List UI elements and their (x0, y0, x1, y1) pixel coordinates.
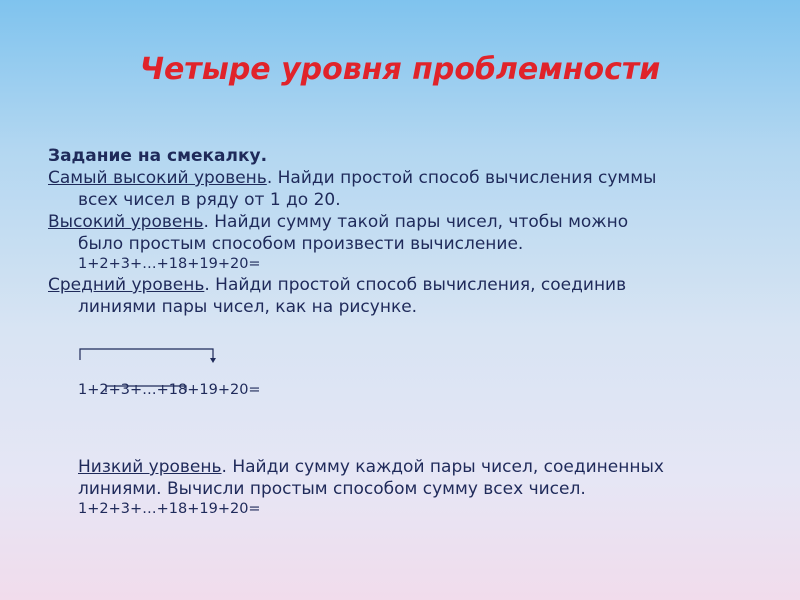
level4-block (78, 456, 778, 519)
level4-formula: 1+2+3+…+18+19+20= (78, 501, 261, 517)
level1-text1: . Найди простой способ вычисления суммы (266, 168, 657, 188)
level3-label: Средний уровень (48, 275, 205, 295)
pair-arrow-outer (210, 358, 216, 363)
slide-title: Четыре уровня проблемности (139, 52, 661, 87)
level2-label: Высокий уровень (48, 212, 204, 232)
level2-text1: . Найди сумму такой пары чисел, чтобы можно (203, 212, 629, 232)
level4-label: Низкий уровень (78, 457, 222, 477)
level4-text2: линиями. Вычисли простым способом сумму всех чисел. (78, 479, 586, 499)
level4-text1: . Найди сумму каждой пары чисел, соединенных (221, 457, 664, 477)
level3-formula: 1+2+3+…+18+19+20= (78, 382, 261, 398)
level3-text1: . Найди простой способ вычисления, соединив (204, 275, 627, 295)
level3-text2: линиями пары чисел, как на рисунке. (78, 297, 418, 317)
level1-label: Самый высокий уровень (48, 168, 267, 188)
task-header: Задание на смекалку. (48, 146, 268, 166)
level1-line1 (48, 167, 768, 189)
level2-line1 (48, 211, 768, 233)
task-content (48, 145, 768, 318)
level2-formula: 1+2+3+…+18+19+20= (78, 256, 261, 272)
pair-line-outer (80, 349, 213, 360)
level3-line1 (48, 274, 768, 296)
level1-text2: всех чисел в ряду от 1 до 20. (78, 190, 341, 210)
level4-line1 (78, 456, 778, 478)
level2-text2: было простым способом произвести вычисление. (78, 234, 524, 254)
